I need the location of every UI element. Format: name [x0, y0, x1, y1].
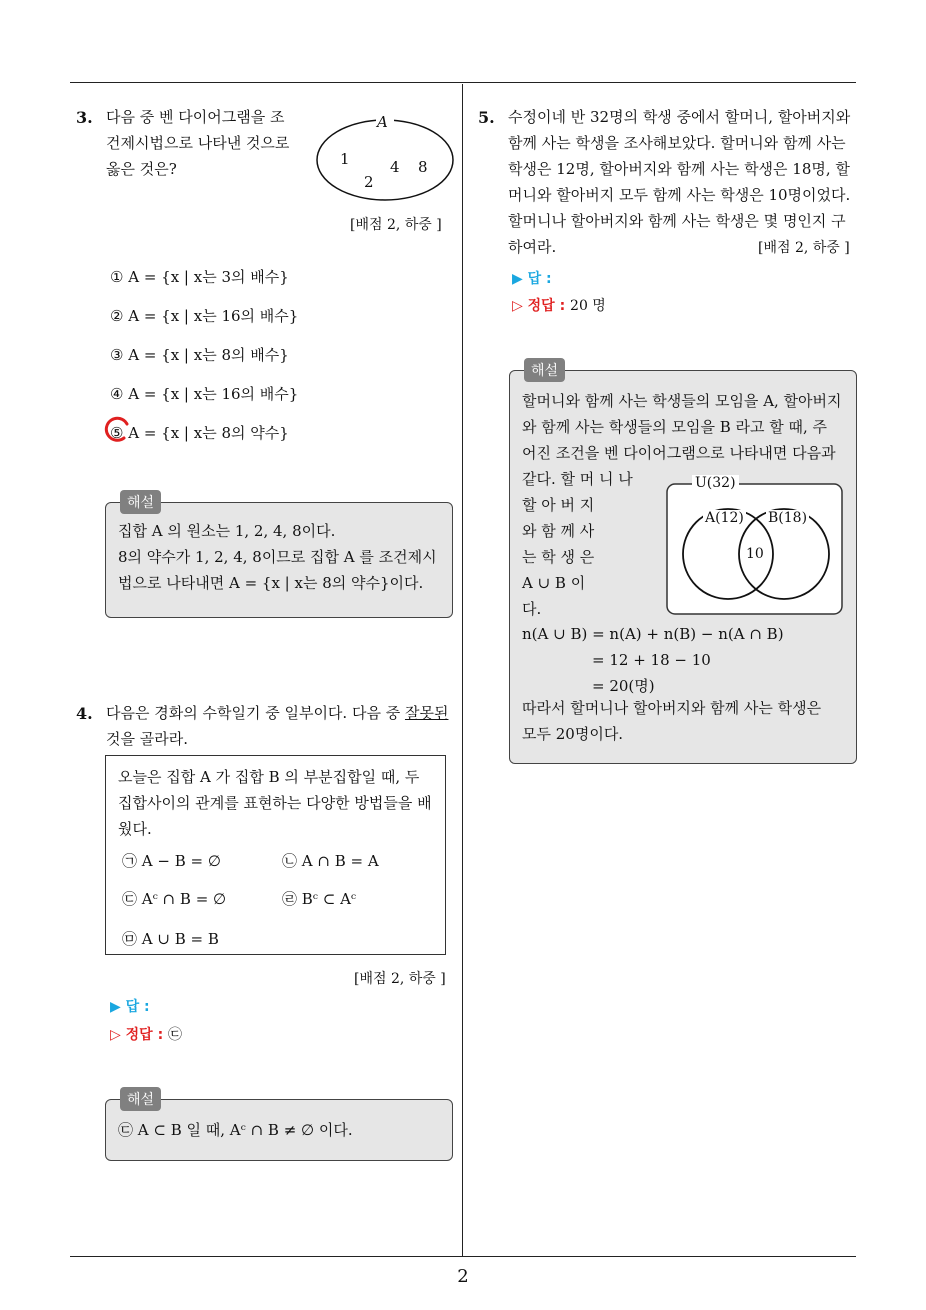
q4-correct-label: [110, 1024, 182, 1044]
q4-diary-line: 웠다.: [118, 820, 152, 838]
bottom-rule: [70, 1256, 856, 1257]
q5-correct-label: [512, 295, 606, 315]
q5-solution-line: 와 함 께 사: [522, 522, 595, 540]
q5-answer-label: ▶ 답 :: [512, 271, 552, 287]
q4-text-emphasis: 잘못된: [404, 704, 449, 722]
q4-item-3[interactable]: ㉢ Aᶜ ∩ B = ∅: [122, 890, 227, 908]
q5-solution-line: A ∪ B 이: [522, 574, 586, 592]
q4-item-1[interactable]: ㉠ A − B = ∅: [122, 852, 221, 870]
q3-solution-text: [118, 518, 448, 596]
q5-solution-tag: 해설: [524, 358, 565, 382]
q3-text-line: 다음 중 벤 다이어그램을 조: [106, 108, 285, 126]
q3-number: 3.: [76, 108, 93, 127]
q5-equation: [522, 621, 850, 699]
q3-solution-line: 법으로 나타내면 A = {x | x는 8의 약수}이다.: [118, 574, 424, 592]
q5-venn-diagram: [666, 474, 844, 616]
q3-venn-element: 4: [390, 158, 400, 176]
q3-venn-label: A: [377, 113, 388, 131]
q5-equation-line: = 12 + 18 − 10: [592, 651, 711, 669]
q4-text: [106, 700, 456, 752]
q4-item-4[interactable]: ㉣ Bᶜ ⊂ Aᶜ: [282, 890, 357, 908]
q3-venn-element: 1: [340, 150, 350, 168]
q3-choice-5[interactable]: ⑤ A = {x | x는 8의 약수}: [110, 424, 289, 442]
q5-solution-line: 는 학 생 은: [522, 548, 595, 566]
q5-venn-b: B(18): [768, 510, 808, 526]
q3-solution-line: 8의 약수가 1, 2, 4, 8이므로 집합 A 를 조건제시: [118, 548, 437, 566]
q5-number: 5.: [478, 108, 495, 127]
q4-solution-tag: 해설: [120, 1087, 161, 1111]
q4-answer-label: ▶ 답 :: [110, 999, 150, 1015]
q5-solution-line: 와 함께 사는 학생들의 모임을 B 라고 할 때, 주: [522, 418, 828, 436]
q3-choice-4[interactable]: ④ A = {x | x는 16의 배수}: [110, 385, 299, 403]
q5-equation-line: n(A ∪ B) = n(A) + n(B) − n(A ∩ B): [522, 625, 784, 643]
q5-text-line: 학생은 12명, 할아버지와 함께 사는 학생은 18명, 할: [508, 160, 850, 178]
q5-conclusion-line: 모두 20명이다.: [522, 725, 624, 743]
q5-solution-line: 같다. 할 머 니 나: [522, 470, 633, 488]
q5-text-line: 수정이네 반 32명의 학생 중에서 할머니, 할아버지와: [508, 108, 851, 126]
page-number: 2: [457, 1266, 469, 1287]
q3-choice-3[interactable]: ③ A = {x | x는 8의 배수}: [110, 346, 289, 364]
q5-text-line: 함께 사는 학생을 조사해보았다. 할머니와 함께 사는: [508, 134, 846, 152]
q3-choice-2[interactable]: ② A = {x | x는 16의 배수}: [110, 307, 299, 325]
q4-item-2[interactable]: ㉡ A ∩ B = A: [282, 852, 379, 870]
q4-correct-label-text: ▷ 정답 :: [110, 1027, 164, 1043]
q5-correct-value: 20 명: [570, 298, 606, 314]
q5-venn-a: A(12): [705, 510, 744, 526]
q4-score: [배점 2, 하중 ]: [354, 971, 446, 987]
q5-venn-universe: U(32): [692, 475, 739, 491]
q5-solution-text: [522, 388, 850, 466]
q5-solution-line: 할머니와 함께 사는 학생들의 모임을 A, 할아버지: [522, 392, 842, 410]
q4-item-5[interactable]: ㉤ A ∪ B = B: [122, 930, 219, 948]
q3-text-line: 건제시법으로 나타낸 것으로: [106, 134, 290, 152]
q5-conclusion-line: 따라서 할머니나 할아버지와 함께 사는 학생은: [522, 699, 822, 717]
q4-correct-value: ㉢: [168, 1027, 183, 1043]
answer-circle-mark: [102, 414, 132, 444]
q4-diary-line: 집합사이의 관계를 표현하는 다양한 방법들을 배: [118, 794, 432, 812]
q5-text-line: 하여라.: [508, 238, 557, 256]
q4-diary-line: 오늘은 집합 A 가 집합 B 의 부분집합일 때, 두: [118, 768, 420, 786]
q5-solution-narrow: [522, 466, 658, 622]
q5-solution-line: 다.: [522, 600, 542, 618]
q4-text-line: 것을 골라라.: [106, 730, 188, 748]
top-rule: [70, 82, 856, 83]
q3-score: [배점 2, 하중 ]: [350, 217, 442, 233]
q3-text-line: 옳은 것은?: [106, 160, 177, 178]
q4-diary-text: [118, 764, 438, 842]
q5-equation-line: = 20(명): [592, 677, 655, 695]
q4-solution-text: ㉢ A ⊂ B 일 때, Aᶜ ∩ B ≠ ∅ 이다.: [118, 1121, 353, 1139]
q5-text-line: 할머니나 할아버지와 함께 사는 학생은 몇 명인지 구: [508, 212, 846, 230]
q5-score: [배점 2, 하중 ]: [758, 240, 850, 256]
q5-venn-intersection: 10: [746, 546, 764, 562]
q3-solution-tag: 해설: [120, 490, 161, 514]
q5-conclusion: [522, 695, 850, 747]
q3-solution-line: 집합 A 의 원소는 1, 2, 4, 8이다.: [118, 522, 336, 540]
q4-number: 4.: [76, 704, 93, 723]
q5-text-line: 머니와 할아버지 모두 함께 사는 학생은 10명이었다.: [508, 186, 851, 204]
column-divider: [462, 84, 463, 1256]
q5-correct-label-text: ▷ 정답 :: [512, 298, 566, 314]
q3-venn-element: 2: [364, 173, 374, 191]
q5-solution-line: 할 아 버 지: [522, 496, 595, 514]
q3-choice-1[interactable]: ① A = {x | x는 3의 배수}: [110, 268, 289, 286]
q5-solution-line: 어진 조건을 벤 다이어그램으로 나타내면 다음과: [522, 444, 836, 462]
q4-text-part: 다음은 경화의 수학일기 중 일부이다. 다음 중: [106, 704, 405, 722]
q4-text-line: [106, 700, 456, 726]
q3-text: [106, 104, 306, 182]
q3-venn-element: 8: [418, 158, 428, 176]
